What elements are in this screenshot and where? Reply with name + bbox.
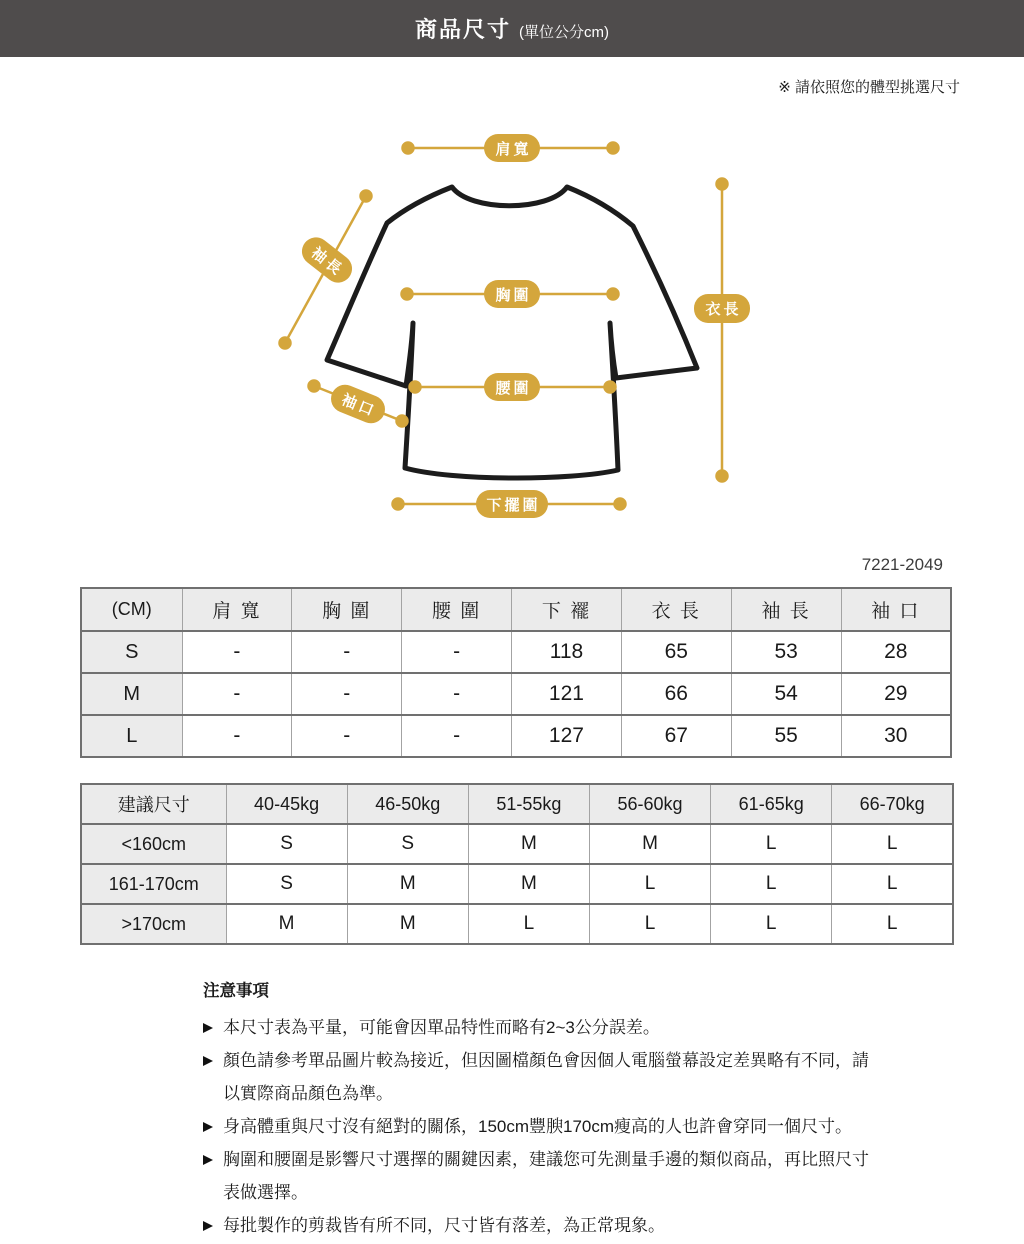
recommend-cell: M [347, 864, 468, 904]
list-item [203, 1044, 903, 1110]
list-item [203, 1209, 903, 1242]
size-col-header: 胸 圍 [292, 588, 402, 631]
size-cell: 30 [841, 715, 951, 757]
height-row-label: 161-170cm [81, 864, 226, 904]
recommend-cell: L [468, 904, 589, 944]
recommend-cell: L [711, 904, 832, 944]
note-bullet-icon [203, 1023, 213, 1033]
label-sleeve-length: 袖長 [296, 232, 357, 289]
recommend-col-header: 40-45kg [226, 784, 347, 824]
size-cell: - [182, 715, 292, 757]
note-text: 顏色請參考單品圖片較為接近，但因圖檔顏色會因個人電腦螢幕設定差異略有不同，請以實際商品顏色為準。 [223, 1051, 869, 1103]
recommend-cell: L [711, 864, 832, 904]
size-cell: 118 [512, 631, 622, 673]
size-cell: - [402, 673, 512, 715]
recommend-cell: M [589, 824, 710, 864]
page-title-unit: (單位公分cm) [519, 23, 609, 41]
size-col-header: 衣 長 [621, 588, 731, 631]
size-col-header: (CM) [81, 588, 182, 631]
size-cell: 66 [621, 673, 731, 715]
size-row-label: S [81, 631, 182, 673]
size-col-header: 肩 寬 [182, 588, 292, 631]
table-row [81, 715, 951, 757]
height-row-label: >170cm [81, 904, 226, 944]
recommend-cell: M [347, 904, 468, 944]
label-garment-length: 衣長 [694, 294, 750, 323]
table-row [81, 673, 951, 715]
page-title: 商品尺寸 [414, 17, 511, 42]
size-cell: 67 [621, 715, 731, 757]
note-bullet-icon [203, 1056, 213, 1066]
size-cell: 53 [731, 631, 841, 673]
recommend-cell: L [832, 864, 953, 904]
size-cell: 28 [841, 631, 951, 673]
note-text: 身高體重與尺寸沒有絕對的關係，150cm豐腴170cm瘦高的人也許會穿同一個尺寸。 [223, 1117, 853, 1136]
recommend-col-header: 建議尺寸 [81, 784, 226, 824]
size-cell: - [292, 673, 402, 715]
note-bullet-icon [203, 1122, 213, 1132]
size-table-header-row [81, 588, 951, 631]
recommend-cell: L [832, 904, 953, 944]
size-col-header: 袖 口 [841, 588, 951, 631]
table-row [81, 824, 953, 864]
recommend-col-header: 51-55kg [468, 784, 589, 824]
note-text: 本尺寸表為平量，可能會因單品特性而略有2~3公分誤差。 [223, 1018, 660, 1037]
product-code: 7221-2049 [861, 555, 943, 574]
recommend-cell: M [226, 904, 347, 944]
note-bullet-icon [203, 1221, 213, 1231]
label-cuff: 袖口 [327, 381, 389, 428]
tshirt-outline [327, 187, 697, 478]
size-cell: 55 [731, 715, 841, 757]
recommend-cell: L [589, 864, 710, 904]
table-row [81, 631, 951, 673]
size-cell: 29 [841, 673, 951, 715]
size-col-header: 下 襬 [512, 588, 622, 631]
height-row-label: <160cm [81, 824, 226, 864]
recommend-table [80, 783, 954, 945]
recommend-col-header: 46-50kg [347, 784, 468, 824]
label-shoulder-width: 肩寬 [484, 134, 540, 162]
size-cell: 121 [512, 673, 622, 715]
size-cell: - [402, 631, 512, 673]
size-row-label: L [81, 715, 182, 757]
size-cell: - [292, 715, 402, 757]
recommend-col-header: 56-60kg [589, 784, 710, 824]
size-cell: - [182, 631, 292, 673]
label-waist: 腰圍 [484, 373, 540, 401]
size-table [80, 587, 952, 758]
recommend-cell: M [468, 864, 589, 904]
size-cell: 54 [731, 673, 841, 715]
garment-length-measure-line [717, 179, 728, 482]
note-bullet-icon [203, 1155, 213, 1165]
recommend-cell: S [226, 864, 347, 904]
label-chest: 胸圍 [484, 280, 540, 308]
table-row [81, 864, 953, 904]
size-cell: - [402, 715, 512, 757]
recommend-col-header: 66-70kg [832, 784, 953, 824]
recommend-table-header-row [81, 784, 953, 824]
recommend-col-header: 61-65kg [711, 784, 832, 824]
size-col-header: 袖 長 [731, 588, 841, 631]
recommend-cell: S [226, 824, 347, 864]
size-cell: 65 [621, 631, 731, 673]
recommend-cell: M [468, 824, 589, 864]
list-item [203, 1143, 903, 1209]
fit-advice-note: ※ 請依照您的體型挑選尺寸 [778, 79, 960, 96]
recommend-cell: L [589, 904, 710, 944]
table-row [81, 904, 953, 944]
recommend-cell: L [711, 824, 832, 864]
size-cell: - [182, 673, 292, 715]
note-text: 胸圍和腰圍是影響尺寸選擇的關鍵因素，建議您可先測量手邊的類似商品，再比照尺寸表做選擇。 [223, 1150, 869, 1202]
note-text: 每批製作的剪裁皆有所不同，尺寸皆有落差，為正常現象。 [223, 1216, 665, 1235]
notes-section [203, 977, 903, 1242]
list-item [203, 1110, 903, 1143]
label-hem: 下擺圍 [476, 490, 548, 518]
notes-title: 注意事項 [203, 982, 269, 1000]
recommend-cell: L [832, 824, 953, 864]
size-cell: 127 [512, 715, 622, 757]
recommend-cell: S [347, 824, 468, 864]
size-col-header: 腰 圍 [402, 588, 512, 631]
size-cell: - [292, 631, 402, 673]
list-item [203, 1011, 903, 1044]
size-row-label: M [81, 673, 182, 715]
